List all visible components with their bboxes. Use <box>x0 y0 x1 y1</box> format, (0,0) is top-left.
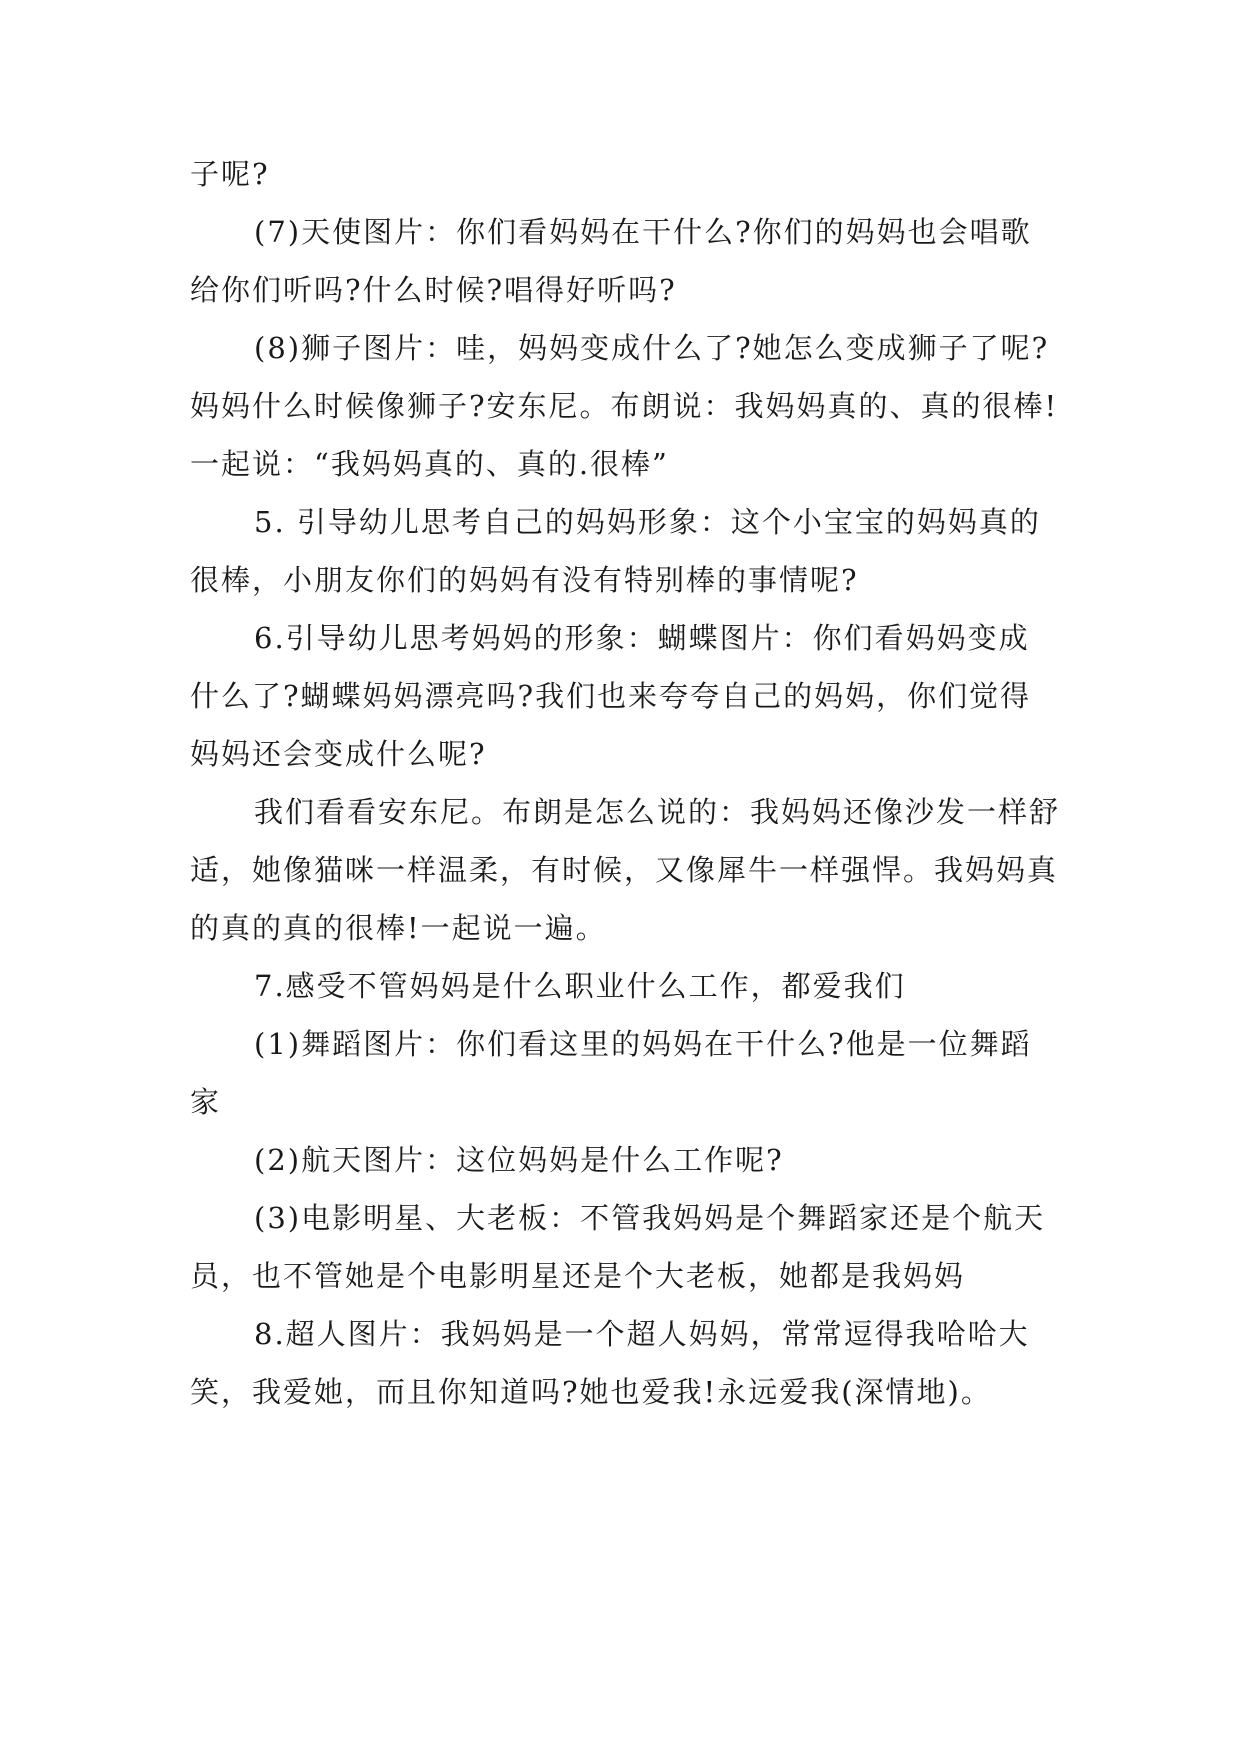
paragraph-anthony-browne: 我们看看安东尼。布朗是怎么说的：我妈妈还像沙发一样舒适，她像猫咪一样温柔，有时候，又像犀牛一样强悍。我妈妈真的真的真的很棒!一起说一遍。 <box>190 795 1061 945</box>
paragraph-step-7: 7.感受不管妈妈是什么职业什么工作，都爱我们 <box>254 969 906 1003</box>
paragraph-space-picture: (2)航天图片：这位妈妈是什么工作呢? <box>254 1143 784 1177</box>
paragraph-continued: 子呢? <box>190 157 270 191</box>
paragraph-step-6: 6.引导幼儿思考妈妈的形象：蝴蝶图片：你们看妈妈变成什么了?蝴蝶妈妈漂亮吗?我们也来夸夸自己的妈妈，你们觉得妈妈还会变成什么呢? <box>190 621 1032 771</box>
paragraph-step-8: 8.超人图片：我妈妈是一个超人妈妈，常常逗得我哈哈大笑，我爱她，而且你知道吗?她也爱我!永远爱我(深情地)。 <box>190 1317 1030 1409</box>
document-body <box>190 145 1060 1421</box>
paragraph-step-5: 5. 引导幼儿思考自己的妈妈形象：这个小宝宝的妈妈真的很棒，小朋友你们的妈妈有没有特别棒的事情呢? <box>190 505 1041 597</box>
paragraph-movie-star-boss: (3)电影明星、大老板：不管我妈妈是个舞蹈家还是个航天员，也不管她是个电影明星还是个大老板，她都是我妈妈 <box>190 1201 1046 1293</box>
paragraph-angel-picture: (7)天使图片：你们看妈妈在干什么?你们的妈妈也会唱歌给你们听吗?什么时候?唱得好听吗? <box>190 215 1032 307</box>
paragraph-lion-picture: (8)狮子图片：哇，妈妈变成什么了?她怎么变成狮子了呢?妈妈什么时候像狮子?安东尼。布朗说：我妈妈真的、真的很棒!一起说：“我妈妈真的、真的.很棒” <box>190 331 1059 481</box>
paragraph-dance-picture: (1)舞蹈图片：你们看这里的妈妈在干什么?他是一位舞蹈家 <box>190 1027 1032 1119</box>
